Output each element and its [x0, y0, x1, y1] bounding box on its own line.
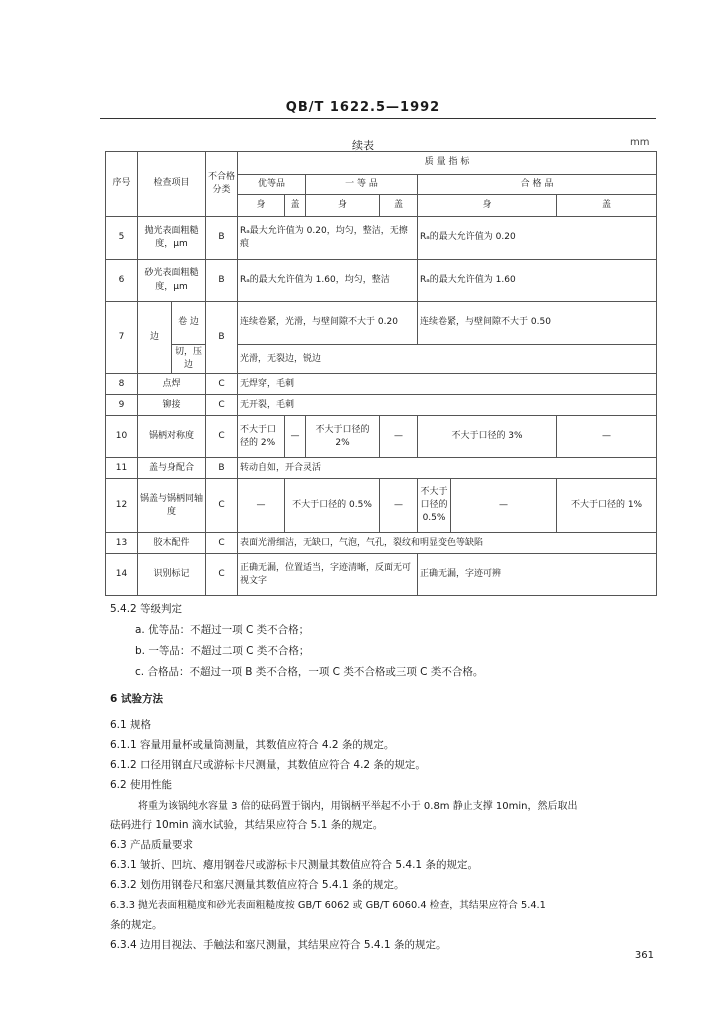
row-item: 锅柄对称度 [138, 416, 206, 458]
row-spec: 正确无漏，位置适当，字迹清晰，反面无可视文字 [238, 554, 418, 596]
table-row [106, 416, 657, 458]
row-class: C [206, 374, 238, 395]
row-spec: — [380, 479, 418, 533]
row-spec: — [285, 416, 306, 458]
row-class: C [206, 416, 238, 458]
row-spec: 光滑，无裂边，锐边 [238, 345, 657, 374]
row-class: B [206, 458, 238, 479]
section-6-3-1: 6.3.1 皱折、凹坑、瘪用钢卷尺或游标卡尺测量其数值应符合 5.4.1 条的规定。 [110, 859, 478, 871]
section-6-1-2: 6.1.2 口径用钢直尺或游标卡尺测量，其数值应符合 4.2 条的规定。 [110, 759, 426, 771]
table-unit: mm [630, 137, 650, 148]
table-row [106, 458, 657, 479]
row-item: 砂光表面粗糙度，μm [138, 260, 206, 302]
table-row [106, 302, 657, 345]
table-row [106, 345, 657, 374]
table-row [106, 533, 657, 554]
row-class: C [206, 554, 238, 596]
qualified-header: 合 格 品 [418, 175, 657, 195]
header-rule [100, 118, 656, 119]
section-6-3-3-line1: 6.3.3 抛光表面粗糙度和砂光表面粗糙度按 GB/T 6062 或 GB/T 6060.4 检查，其结果应符合 5.4.1 [110, 900, 546, 911]
row-item: 胶木配件 [138, 533, 206, 554]
col-class-header: 不合格分类 [206, 152, 238, 217]
row-number: 5 [106, 217, 138, 260]
row-spec: — [380, 416, 418, 458]
row-spec: 不大于口径的 3% [418, 416, 557, 458]
section-6-1: 6.1 规格 [110, 719, 152, 731]
row-number: 10 [106, 416, 138, 458]
row-spec: 转动自如，开合灵活 [238, 458, 657, 479]
row-spec: 连续卷紧，光滑，与壁间隙不大于 0.20 [238, 302, 418, 345]
table-row [106, 479, 657, 533]
row-spec: Rₐ的最大允许值为 1.60 [418, 260, 657, 302]
section-6-3: 6.3 产品质量要求 [110, 839, 194, 851]
row-spec: — [238, 479, 285, 533]
qualified-lid: 盖 [557, 195, 657, 217]
para-6-2-line1: 将重为该锅纯水容量 3 倍的砝码置于锅内，用锅柄平举起不小于 0.8m 静止支撑 10min，然后取出 [138, 801, 578, 812]
excellent-body: 身 [238, 195, 285, 217]
excellent-lid: 盖 [285, 195, 306, 217]
col-seq-header: 序号 [106, 152, 138, 217]
first-class-header: 一 等 品 [306, 175, 418, 195]
table-title: 续表 [352, 139, 374, 152]
row-spec: 连续卷紧，与壁间隙不大于 0.50 [418, 302, 657, 345]
page-number: 361 [634, 950, 654, 961]
row-item: 点焊 [138, 374, 206, 395]
row-number: 9 [106, 395, 138, 416]
qualified-body: 身 [418, 195, 557, 217]
row-spec: 不大于口径的 2% [238, 416, 285, 458]
row-item: 识别标记 [138, 554, 206, 596]
row-class: B [206, 302, 238, 374]
table-row [106, 374, 657, 395]
row-spec: 正确无漏，字迹可辨 [418, 554, 657, 596]
row-number: 12 [106, 479, 138, 533]
row-class: C [206, 479, 238, 533]
table-row [106, 554, 657, 596]
excellent-header: 优等品 [238, 175, 306, 195]
para-6-2-line2: 砝码进行 10min 滴水试验，其结果应符合 5.1 条的规定。 [110, 819, 384, 831]
section-6: 6 试验方法 [110, 693, 163, 705]
row-class: B [206, 217, 238, 260]
row-spec: 表面光滑细洁，无缺口，气泡，气孔，裂纹和明显变色等缺陷 [238, 533, 657, 554]
col-item-header: 检查项目 [138, 152, 206, 217]
row-spec: Rₐ的最大允许值为 0.20 [418, 217, 657, 260]
row-item: 铆接 [138, 395, 206, 416]
row-item: 边 [138, 302, 172, 374]
grade-a: a. 优等品：不超过一项 C 类不合格； [135, 624, 310, 636]
row-subitem: 切，压边 [172, 345, 206, 374]
row-item: 抛光表面粗糙度，μm [138, 217, 206, 260]
grade-c: c. 合格品：不超过一项 B 类不合格，一项 C 类不合格或三项 C 类不合格。 [135, 666, 484, 678]
section-6-3-4: 6.3.4 边用目视法、手触法和塞尺测量，其结果应符合 5.4.1 条的规定。 [110, 939, 447, 951]
row-spec: 不大于口径的 2% [306, 416, 380, 458]
row-subitem: 卷 边 [172, 302, 206, 345]
quality-header: 质 量 指 标 [238, 152, 657, 175]
grade-b: b. 一等品：不超过二项 C 类不合格； [135, 645, 310, 657]
row-spec: — [451, 479, 557, 533]
section-6-2: 6.2 使用性能 [110, 779, 173, 791]
quality-table [105, 151, 657, 596]
row-number: 14 [106, 554, 138, 596]
row-item: 盖与身配合 [138, 458, 206, 479]
first-lid: 盖 [380, 195, 418, 217]
row-spec: 不大于口径的 1% [557, 479, 657, 533]
section-5-4-2: 5.4.2 等级判定 [110, 603, 183, 615]
row-number: 11 [106, 458, 138, 479]
table-row [106, 395, 657, 416]
row-number: 6 [106, 260, 138, 302]
section-6-1-1: 6.1.1 容量用量杯或量筒测量，其数值应符合 4.2 条的规定。 [110, 739, 395, 751]
row-number: 7 [106, 302, 138, 374]
row-spec: Rₐ的最大允许值为 1.60，均匀，整洁 [238, 260, 418, 302]
row-spec: 无开裂，毛刺 [238, 395, 657, 416]
row-spec: Rₐ最大允许值为 0.20，均匀，整洁，无擦痕 [238, 217, 418, 260]
section-6-3-3-line2: 条的规定。 [110, 919, 163, 931]
row-spec: 不大于口径的 0.5% [285, 479, 380, 533]
row-class: C [206, 533, 238, 554]
row-spec: — [557, 416, 657, 458]
row-spec: 不大于口径的 0.5% [418, 479, 451, 533]
first-body: 身 [306, 195, 380, 217]
table-row [106, 217, 657, 260]
section-6-3-2: 6.3.2 划伤用钢卷尺和塞尺测量其数值应符合 5.4.1 条的规定。 [110, 879, 405, 891]
row-number: 8 [106, 374, 138, 395]
row-class: B [206, 260, 238, 302]
row-number: 13 [106, 533, 138, 554]
row-item: 锅盖与锅柄同轴度 [138, 479, 206, 533]
row-spec: 无焊穿，毛刺 [238, 374, 657, 395]
row-class: C [206, 395, 238, 416]
standard-code: QB/T 1622.5—1992 [285, 100, 441, 115]
table-row [106, 260, 657, 302]
